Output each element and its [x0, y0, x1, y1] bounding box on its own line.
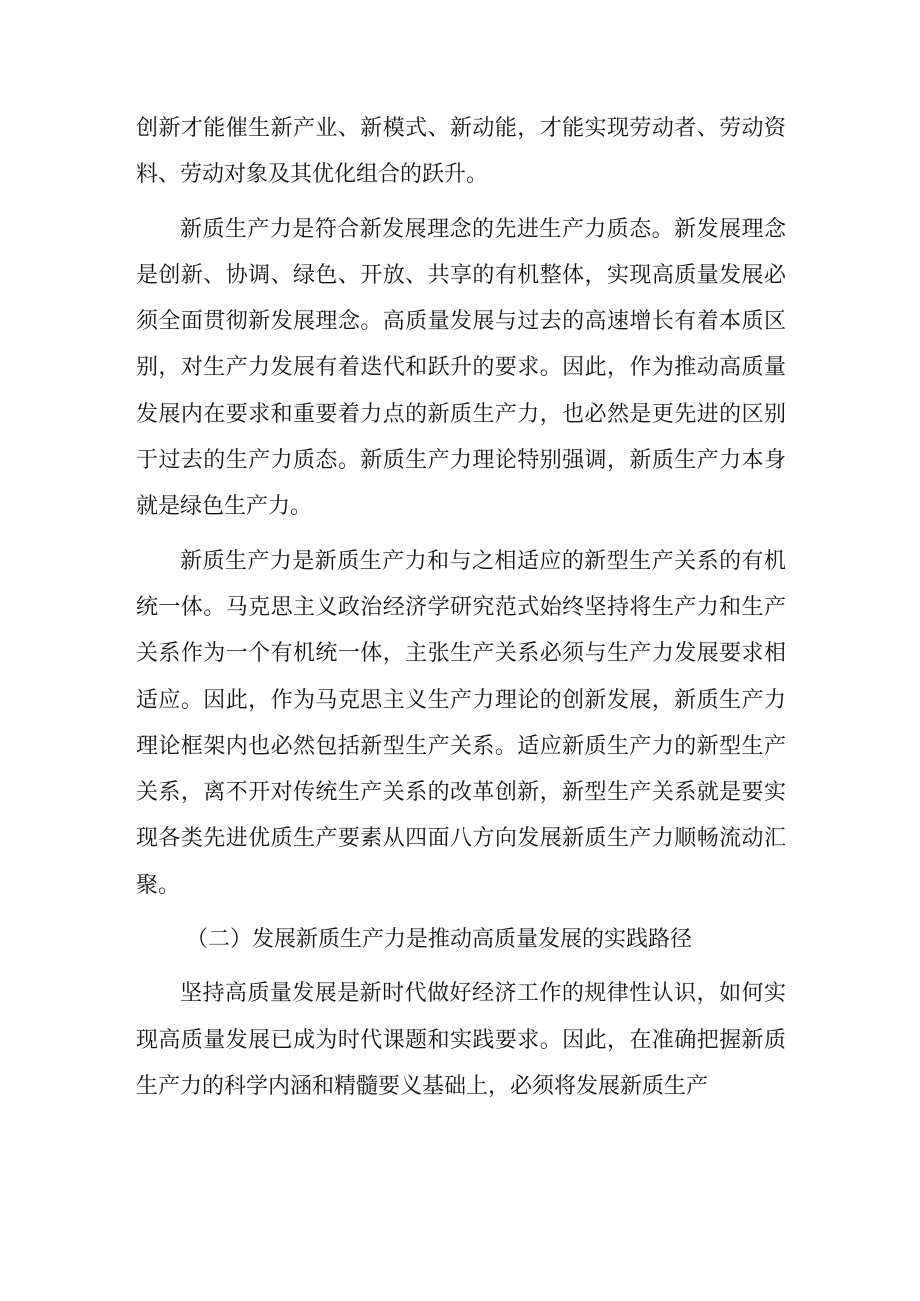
section-heading: （二）发展新质生产力是推动高质量发展的实践路径: [186, 927, 693, 953]
paragraph-new-development-philosophy: 新质生产力是符合新发展理念的先进生产力质态。新发展理念是创新、协调、绿色、开放、共享的有机整体，实现高质量发展必须全面贯彻新发展理念。高质量发展与过去的高速增长有着本质区别，对生产力发展有着迭代和跃升的要求。因此，作为推动高质量发展内在要求和重要着力点的新质生产力，也必然是更先进的区别于过去的生产力质态。新质生产力理论特别强调，新质生产力本身就是绿色生产力。: [136, 216, 786, 520]
paragraph-continuation: 创新才能催生新产业、新模式、新动能，才能实现劳动者、劳动资料、劳动对象及其优化组合的跃升。: [136, 116, 786, 188]
document-body: [136, 106, 786, 1110]
paragraph-high-quality-development: 坚持高质量发展是新时代做好经济工作的规律性认识，如何实现高质量发展已成为时代课题和实践要求。因此，在准确把握新质生产力的科学内涵和精髓要义基础上，必须将发展新质生产: [136, 981, 786, 1099]
paragraph-production-relations: 新质生产力是新质生产力和与之相适应的新型生产关系的有机统一体。马克思主义政治经济学研究范式始终坚持将生产力和生产关系作为一个有机统一体，主张生产关系必须与生产力发展要求相适应。因此，作为马克思主义生产力理论的创新发展，新质生产力理论框架内也必然包括新型生产关系。适应新质生产力的新型生产关系，离不开对传统生产关系的改革创新，新型生产关系就是要实现各类先进优质生产要素从四面八方向发展新质生产力顺畅流动汇聚。: [136, 548, 786, 898]
